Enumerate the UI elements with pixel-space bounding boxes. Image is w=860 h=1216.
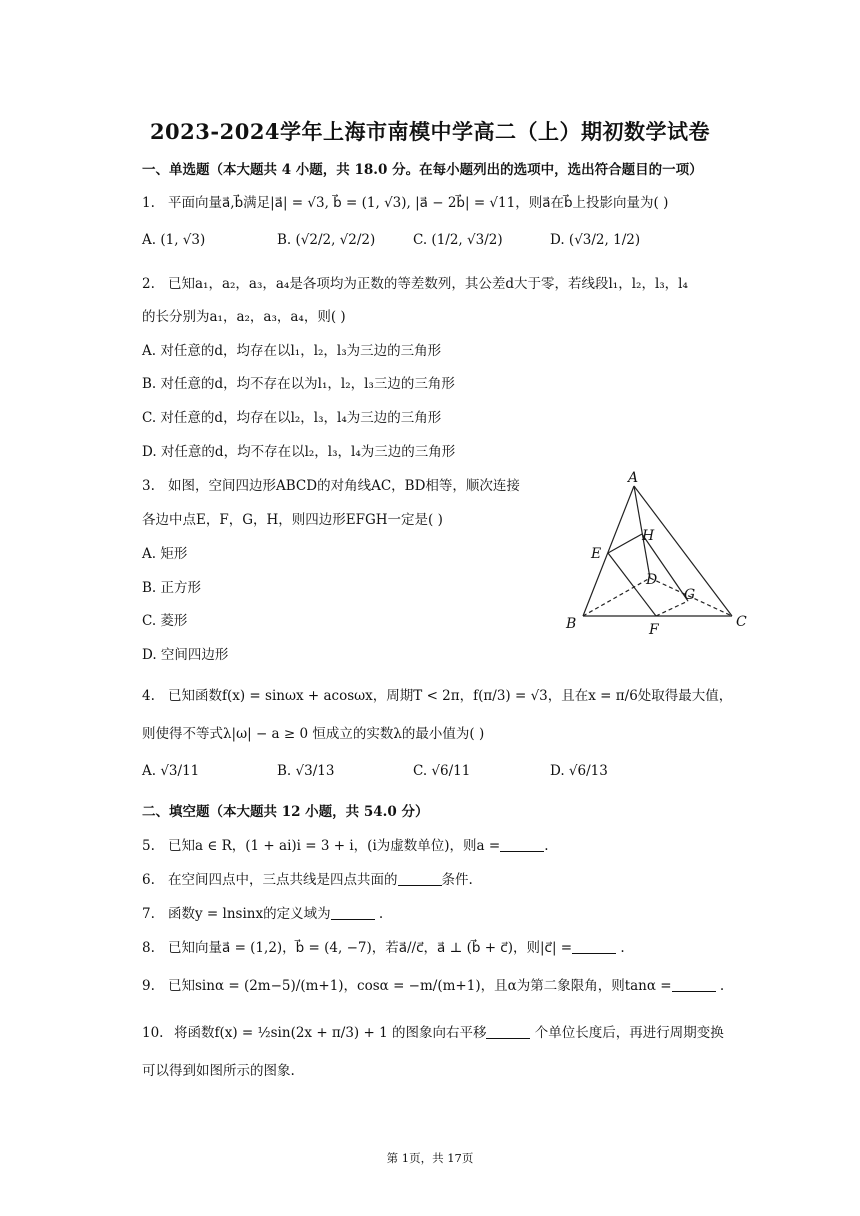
vertex-label-g: G [684, 587, 696, 603]
vertex-label-h: H [642, 528, 655, 544]
question-text: 已知a ∈ R，(1 + ai)i = 3 + i，(i为虚数单位)，则a = [168, 838, 501, 854]
q1-option-b[interactable]: B. (√2/2, √2/2) [277, 232, 376, 248]
question-text-end: 条件. [441, 872, 473, 888]
question-text-end: . [544, 838, 549, 854]
question-number: 10. [142, 1025, 164, 1041]
question-text: 如图，空间四边形ABCD的对角线AC，BD相等，顺次连接 [168, 478, 520, 494]
question-8 [142, 936, 625, 956]
vertex-label-d: D [646, 572, 658, 588]
question-9 [142, 974, 724, 994]
question-number: 4. [142, 688, 155, 704]
vertex-label-f: F [649, 622, 659, 638]
q3-option-a[interactable]: A. 矩形 [142, 546, 188, 562]
q2-option-b[interactable]: B. 对任意的d，均不存在以为l₁，l₂，l₃三边的三角形 [142, 376, 455, 392]
answer-blank[interactable] [500, 838, 544, 853]
answer-blank[interactable] [331, 906, 375, 921]
question-text: 已知函数f(x) = sinωx + acosωx，周期T < 2π，f(π/3) = √3，且在x = π/6处取得最大值， [168, 688, 733, 704]
question-1 [142, 191, 668, 211]
q2-option-c[interactable]: C. 对任意的d，均存在以l₂，l₃，l₄为三边的三角形 [142, 410, 442, 426]
q3-option-d[interactable]: D. 空间四边形 [142, 647, 229, 663]
q1-option-d[interactable]: D. (√3/2, 1/2) [550, 232, 641, 248]
tetrahedron-figure [552, 468, 762, 638]
vertex-label-b: B [566, 616, 577, 632]
section-1-heading: 一、单选题（本大题共 4 小题，共 18.0 分。在每小题列出的选项中，选出符合题目的一项） [142, 162, 703, 178]
question-number: 1. [142, 195, 155, 211]
q3-option-b[interactable]: B. 正方形 [142, 580, 202, 596]
q4-option-c[interactable]: C. √6/11 [413, 763, 471, 779]
question-number: 5. [142, 838, 155, 854]
question-text: 将函数f(x) = ½sin(2x + π/3) + 1 的图象向右平移 [174, 1025, 487, 1041]
question-text: 已知向量a⃗ = (1,2)，b⃗ = (4, −7)，若a⃗//c⃗，a⃗ ⊥ (b⃗ + c⃗)，则|c⃗| = [168, 940, 573, 956]
answer-blank[interactable] [398, 872, 442, 887]
question-number: 8. [142, 940, 155, 956]
vertex-label-e: E [591, 546, 602, 562]
question-text-end: . [616, 940, 625, 956]
question-text-end: 个单位长度后，再进行周期变换 [530, 1025, 724, 1041]
question-text: 平面向量a⃗,b⃗满足|a⃗| = √3, b⃗ = (1, √3), |a⃗ − 2b⃗| = √11，则a⃗在b⃗上投影向量为( ) [168, 195, 669, 211]
question-number: 7. [142, 906, 155, 922]
question-number: 3. [142, 478, 155, 494]
q1-option-c[interactable]: C. (1/2, √3/2) [413, 232, 503, 248]
answer-blank[interactable] [672, 978, 716, 993]
question-text-end: . [715, 978, 725, 994]
question-number: 2. [142, 276, 155, 292]
answer-blank[interactable] [572, 940, 616, 955]
page-footer: 第 1页，共 17页 [386, 1151, 474, 1165]
question-text-end: . [374, 906, 384, 922]
question-5 [142, 834, 548, 854]
q1-option-a[interactable]: A. (1, √3) [142, 232, 206, 248]
q3-option-c[interactable]: C. 菱形 [142, 613, 188, 629]
q2-option-d[interactable]: D. 对任意的d，均不存在以l₂，l₃，l₄为三边的三角形 [142, 444, 456, 460]
question-10-line-2: 可以得到如图所示的图象. [142, 1063, 295, 1079]
question-7 [142, 902, 383, 922]
question-text: 已知a₁，a₂，a₃，a₄是各项均为正数的等差数列，其公差d大于零，若线段l₁，l₂，l₃，l₄ [168, 276, 688, 292]
question-text: 函数y = lnsinx的定义域为 [168, 906, 331, 922]
question-text: 在空间四点中，三点共线是四点共面的 [168, 872, 398, 888]
answer-blank[interactable] [486, 1025, 530, 1040]
question-6 [142, 868, 473, 888]
question-4 [142, 684, 732, 704]
question-2 [142, 272, 688, 292]
question-4-line-2: 则使得不等式λ|ω| − a ≥ 0 恒成立的实数λ的最小值为( ) [142, 726, 485, 742]
section-2-heading: 二、填空题（本大题共 12 小题，共 54.0 分） [142, 804, 429, 820]
q2-option-a[interactable]: A. 对任意的d，均存在以l₁，l₂，l₃为三边的三角形 [142, 343, 442, 359]
q4-option-a[interactable]: A. √3/11 [142, 763, 200, 779]
question-number: 6. [142, 872, 155, 888]
q4-option-d[interactable]: D. √6/13 [550, 763, 608, 779]
question-3 [142, 474, 520, 494]
question-10 [142, 1021, 724, 1041]
vertex-label-a: A [628, 470, 639, 486]
vertex-label-c: C [736, 614, 747, 630]
q4-option-b[interactable]: B. √3/13 [277, 763, 335, 779]
page-title: 2023-2024学年上海市南模中学高二（上）期初数学试卷 [149, 119, 711, 144]
question-text: 已知sinα = (2m−5)/(m+1)，cosα = −m/(m+1)，且α为第二象限角，则tanα = [168, 978, 672, 994]
question-3-line-2: 各边中点E，F，G，H，则四边形EFGH一定是( ) [142, 512, 443, 528]
question-number: 9. [142, 978, 155, 994]
question-2-line-2: 的长分别为a₁，a₂，a₃，a₄，则( ) [142, 309, 346, 325]
